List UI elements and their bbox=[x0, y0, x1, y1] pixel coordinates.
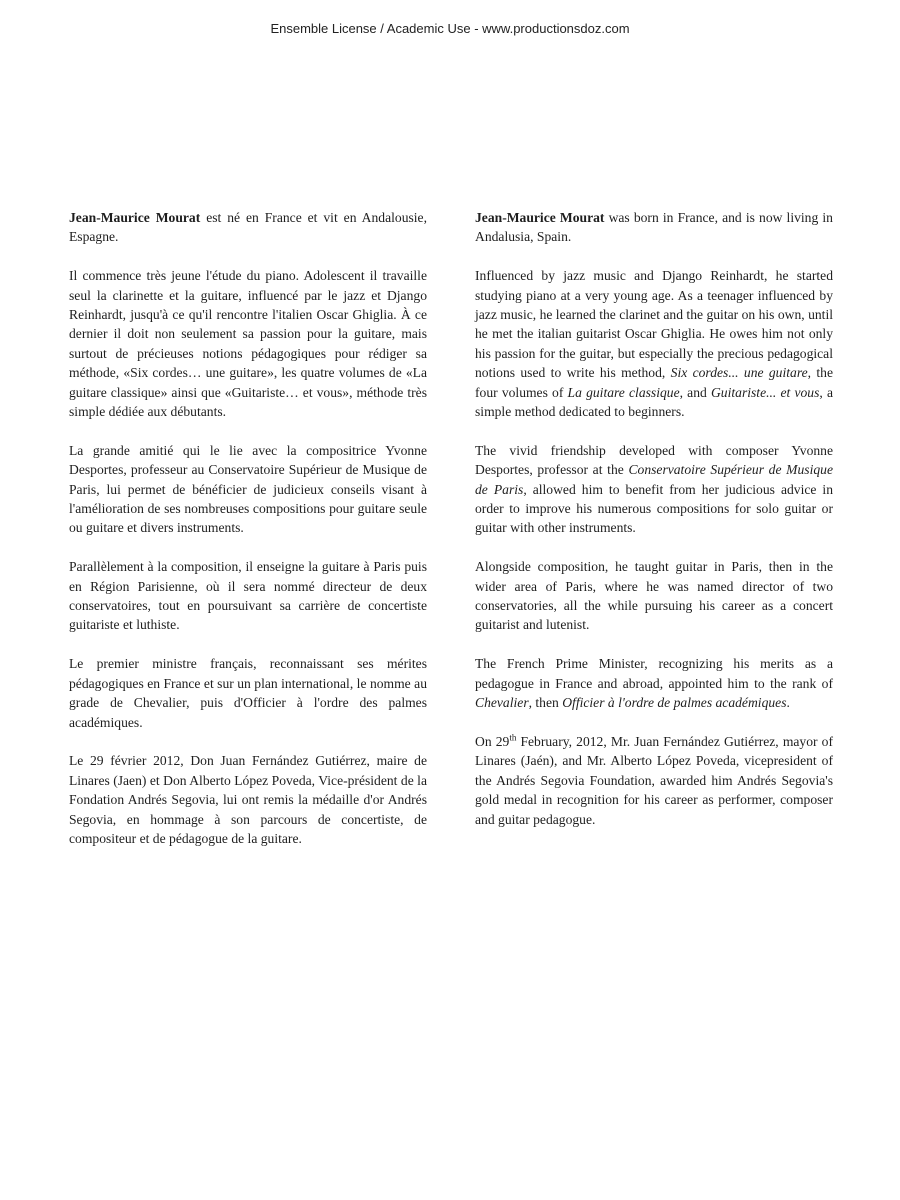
en-date-ordinal-suffix: th bbox=[509, 732, 517, 743]
en-intro-text: was born in France, and is now living in Andalusia, Spain. bbox=[475, 210, 833, 245]
en-paragraph-early-life bbox=[475, 266, 833, 421]
en-friendship-text-a: The vivid friendship developed with composer Yvonne Desportes, professor at the bbox=[475, 442, 833, 478]
en-medal-text-b: February, 2012, Mr. Juan Fernández Gutiérrez, mayor of Linares (Jaén), and Mr. Alberto López Poveda, vicepresident of the Andrés Segovia Foundation, awarded him Andrés Segovia's gold medal in recognition for his career as performer, composer and guitar pedagogue. bbox=[475, 733, 833, 827]
fr-paragraph-teaching: Parallèlement à la composition, il enseigne la guitare à Paris puis en Région Parisienne, où il sera nommé directeur de deux conservatoires, tout en poursuivant sa carrière de concertiste guitariste et luthiste. bbox=[69, 559, 427, 633]
en-paragraph-teaching: Alongside composition, he taught guitar in Paris, then in the wider area of Paris, where he was named director of two conservatories, all the while pursuing his career as a concert guitarist and lutenist. bbox=[475, 559, 833, 633]
en-conservatoire-name: Conservatoire Supérieur de Musique de Paris bbox=[475, 462, 833, 497]
en-paragraph-friendship bbox=[475, 441, 833, 538]
en-method-title-guitare-classique: La guitare classique bbox=[567, 384, 680, 400]
en-paragraph-honors bbox=[475, 654, 833, 712]
en-method-title-six-cordes: Six cordes... une guitare bbox=[670, 365, 808, 381]
en-method-title-guitariste: Guitariste... et vous bbox=[710, 384, 820, 400]
fr-paragraph-medal: Le 29 février 2012, Don Juan Fernández Gutiérrez, maire de Linares (Jaen) et Don Alberto López Poveda, Vice-président de la Fondation Andrés Segovia, lui ont remis la médaille d'or Andrés Segovia, en hommage à son parcours de concertiste, de compositeur et de pédagogue de la guitare. bbox=[69, 753, 427, 846]
fr-paragraph-intro bbox=[69, 208, 427, 247]
en-friendship-text-b: , allowed him to benefit from her judicious advice in order to improve his numerous compositions for solo guitar or guitar with other instruments. bbox=[475, 481, 833, 536]
fr-paragraph-early-life: Il commence très jeune l'étude du piano. Adolescent il travaille seul la clarinette et la guitare, influencé par le jazz et Django Reinhardt, jusqu'à ce qu'il rencontre l'italien Oscar Ghiglia. À ce dernier il doit non seulement sa passion pour la guitare, mais surtout de précieuses notions pédagogiques pour rédiger sa méthode, «Six cordes… une guitare», les quatre volumes de «La guitare classique» ainsi que «Guitariste… et vous», méthode très simple dédiée aux débutants. bbox=[69, 268, 427, 420]
en-early-life-text-d: , a simple method dedicated to beginners. bbox=[475, 384, 833, 420]
fr-paragraph-friendship: La grande amitié qui le lie avec la compositrice Yvonne Desportes, professeur au Conservatoire Supérieur de Musique de Paris, lui permet de bénéficier de judicieux conseils visant à l'amélioration de ses nombreuses compositions pour guitare seule ou guitare et divers instruments. bbox=[69, 442, 427, 536]
en-rank-chevalier: Chevalier bbox=[475, 695, 529, 711]
english-biography-column bbox=[475, 208, 833, 848]
en-paragraph-medal bbox=[475, 732, 833, 829]
en-early-life-text-a: Influenced by jazz music and Django Reinhardt, he started studying piano at a very young age. As a teenager influenced by jazz music, he learned the clarinet and the guitar on his own, until he met the italian guitarist Oscar Ghiglia. He owes him not only his passion for the guitar, but especially the precious pedagogical notions used to write his method, bbox=[475, 268, 833, 381]
en-honors-text-b: , then bbox=[528, 695, 563, 711]
en-rank-officier: Officier à l'ordre de palmes académiques bbox=[562, 695, 787, 711]
en-early-life-text-c: , and bbox=[679, 384, 711, 400]
en-paragraph-intro bbox=[475, 208, 833, 247]
french-biography-column bbox=[69, 208, 427, 868]
fr-author-name: Jean-Maurice Mourat bbox=[69, 210, 201, 225]
en-honors-text-c: . bbox=[786, 695, 790, 711]
license-header: Ensemble License / Academic Use - www.productionsdoz.com bbox=[270, 21, 630, 36]
en-medal-text-a: On 29 bbox=[475, 733, 510, 749]
en-early-life-text-b: , the four volumes of bbox=[475, 365, 834, 400]
fr-paragraph-honors: Le premier ministre français, reconnaissant ses mérites pédagogiques en France et sur un plan international, le nomme au grade de Chevalier, puis d'Officier à l'ordre des palmes académiques. bbox=[69, 656, 427, 730]
fr-intro-text: est né en France et vit en Andalousie, Espagne. bbox=[69, 210, 427, 245]
en-honors-text-a: The French Prime Minister, recognizing his merits as a pedagogue in France and abroad, appointed him to the rank of bbox=[475, 656, 833, 691]
en-author-name: Jean-Maurice Mourat bbox=[475, 210, 605, 225]
